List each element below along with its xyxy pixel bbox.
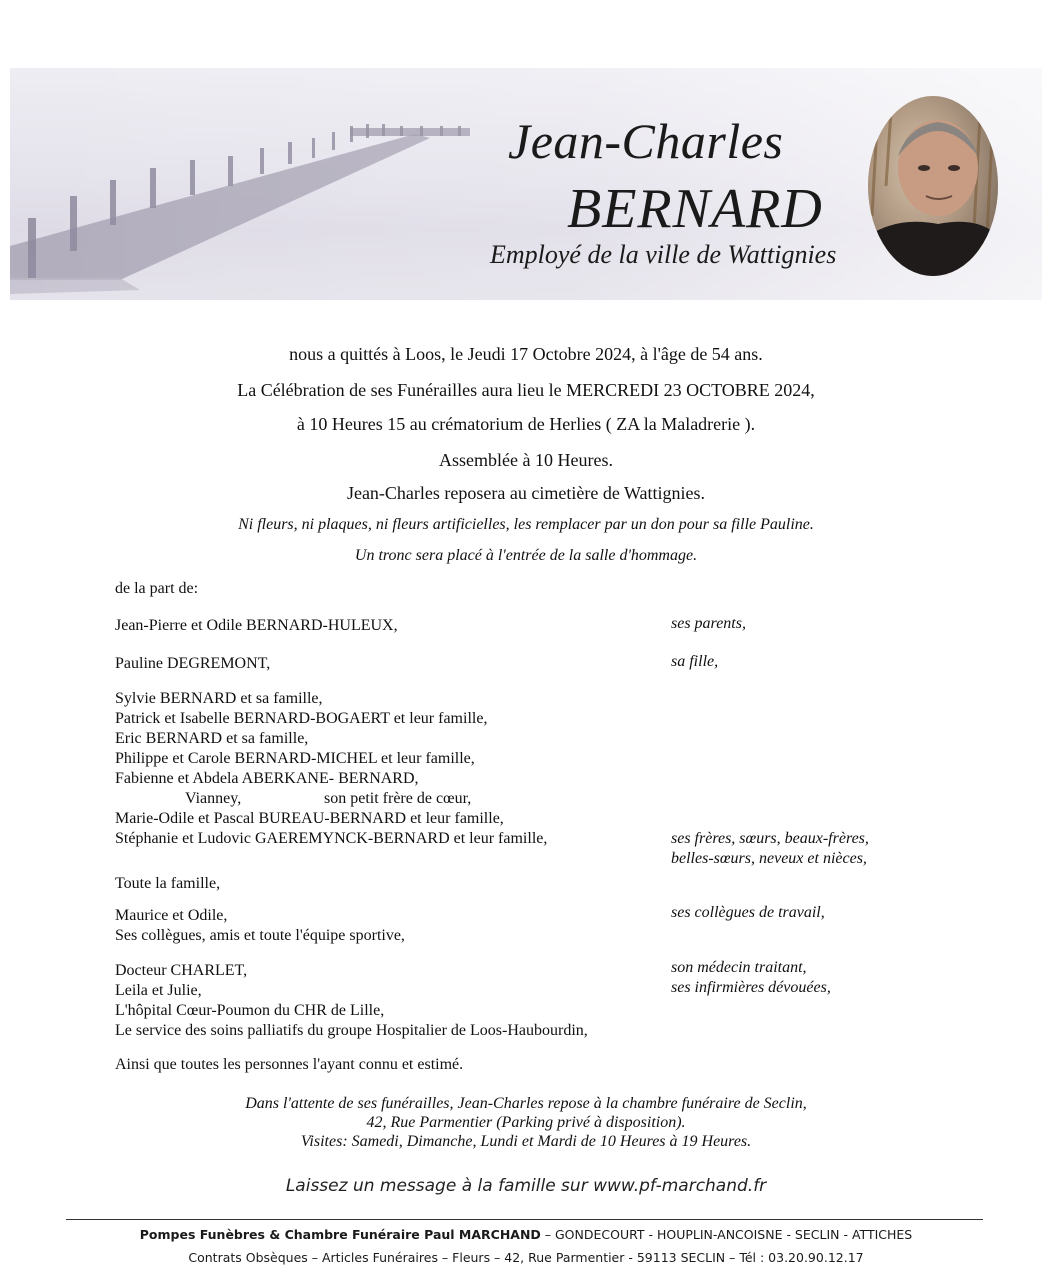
- website-message: Laissez un message à la famille sur www.pf-marchand.fr: [285, 1176, 767, 1196]
- relation-line: ses infirmières dévouées,: [671, 979, 831, 996]
- donation-box-note: Un tronc sera placé à l'entrée de la salle d'hommage.: [354, 547, 698, 564]
- list-item: Stéphanie et Ludovic GAEREMYNCK-BERNARD et leur famille,: [115, 830, 548, 847]
- ceremony-location: à 10 Heures 15 au crématorium de Herlies ( ZA la Maladrerie ).: [296, 414, 756, 434]
- list-item: Philippe et Carole BERNARD-MICHEL et leur famille,: [115, 750, 475, 767]
- relation-line: son médecin traitant,: [671, 959, 807, 976]
- deceased-last-name: BERNARD: [567, 178, 823, 240]
- list-item: Sylvie BERNARD et sa famille,: [115, 690, 323, 707]
- list-item: Marie-Odile et Pascal BUREAU-BERNARD et leur famille,: [115, 810, 504, 827]
- parents-relation: ses parents,: [671, 615, 746, 632]
- from-label: de la part de:: [115, 580, 199, 597]
- company-name: Pompes Funèbres & Chambre Funéraire Paul MARCHAND: [139, 1227, 541, 1242]
- medical-relation: [671, 958, 831, 998]
- relation-line: belles-sœurs, neveux et nièces,: [671, 850, 867, 867]
- list-item: Patrick et Isabelle BERNARD-BOGAERT et leur famille,: [115, 710, 488, 727]
- list-item: Maurice et Odile,: [115, 907, 228, 924]
- daughter-name: Pauline DEGREMONT,: [115, 655, 271, 672]
- footer-line-1: [0, 1227, 1052, 1242]
- ceremony-date: La Célébration de ses Funérailles aura lieu le MERCREDI 23 OCTOBRE 2024,: [237, 380, 815, 400]
- list-item: L'hôpital Cœur-Poumon du CHR de Lille,: [115, 1002, 385, 1019]
- siblings-relation: [671, 829, 869, 869]
- notice-line: Dans l'attente de ses funérailles, Jean-Charles repose à la chambre funéraire de Seclin,: [245, 1095, 807, 1112]
- burial-place: Jean-Charles reposera au cimetière de Wattignies.: [346, 483, 706, 503]
- funeral-home-notice: [0, 1094, 1052, 1151]
- list-item: [115, 789, 547, 809]
- portrait-photo: [868, 96, 998, 276]
- notice-line: Visites: Samedi, Dimanche, Lundi et Mardi de 10 Heures à 19 Heures.: [300, 1133, 752, 1150]
- relation-line: ses frères, sœurs, beaux-frères,: [671, 830, 869, 847]
- list-item: Le service des soins palliatifs du groupe Hospitalier de Loos-Haubourdin,: [115, 1022, 588, 1039]
- list-item: Fabienne et Abdela ABERKANE- BERNARD,: [115, 770, 419, 787]
- flowers-note: Ni fleurs, ni plaques, ni fleurs artificielles, les remplacer par un don pour sa fille Pauline.: [238, 516, 814, 533]
- footer-line-2: Contrats Obsèques – Articles Funéraires – Fleurs – 42, Rue Parmentier - 59113 SECLIN – Tél : 03.20.90.12.17: [188, 1250, 864, 1265]
- colleagues-relation: ses collègues de travail,: [671, 904, 825, 921]
- list-item: Docteur CHARLET,: [115, 962, 248, 979]
- list-item: Leila et Julie,: [115, 982, 202, 999]
- siblings-list: [115, 689, 547, 849]
- assembly-time: Assemblée à 10 Heures.: [439, 450, 613, 470]
- list-item: Ses collègues, amis et toute l'équipe sportive,: [115, 927, 405, 944]
- deceased-occupation: Employé de la ville de Wattignies: [490, 240, 837, 269]
- colleagues-list: [115, 906, 405, 946]
- medical-list: [115, 961, 588, 1041]
- whole-family: Toute la famille,: [115, 875, 221, 892]
- parents-names: Jean-Pierre et Odile BERNARD-HULEUX,: [115, 617, 398, 634]
- closing-line: Ainsi que toutes les personnes l'ayant connu et estimé.: [115, 1056, 464, 1073]
- company-towns: – GONDECOURT - HOUPLIN-ANCOISNE - SECLIN - ATTICHES: [540, 1227, 913, 1242]
- notice-line: 42, Rue Parmentier (Parking privé à disposition).: [366, 1114, 686, 1131]
- death-announcement: nous a quittés à Loos, le Jeudi 17 Octobre 2024, à l'âge de 54 ans.: [289, 344, 763, 364]
- deceased-first-name: Jean-Charles: [508, 113, 784, 169]
- footer-divider: [66, 1219, 983, 1220]
- vianney-description: son petit frère de cœur,: [324, 790, 472, 807]
- list-item: Eric BERNARD et sa famille,: [115, 730, 309, 747]
- daughter-relation: sa fille,: [671, 653, 719, 670]
- vianney-name: Vianney,: [185, 790, 242, 807]
